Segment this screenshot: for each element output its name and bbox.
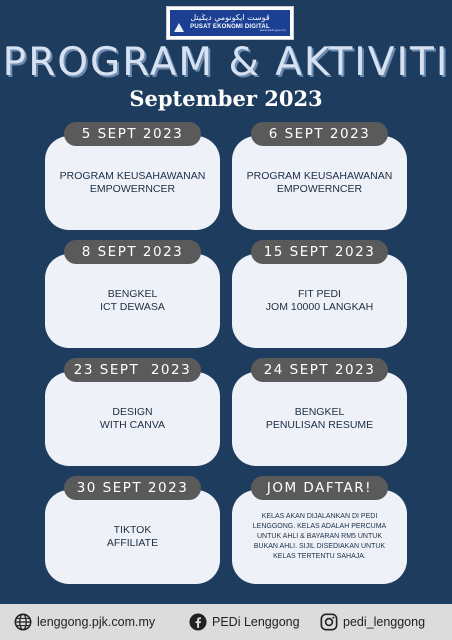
facebook-link[interactable]: PEDi Lenggong xyxy=(212,615,300,629)
event-date-badge: 24 SEPT 2023 xyxy=(251,358,388,382)
event-line: BENGKEL xyxy=(107,288,158,300)
register-badge: JOM DAFTAR! xyxy=(251,476,388,500)
event-card xyxy=(45,490,220,584)
pedi-logo xyxy=(166,6,294,40)
logo-arabic-text: ڤوست ايکونومي ديݢيتل xyxy=(190,13,270,22)
register-line: BUKAN AHLI. SIJIL DISEDIAKAN UNTUK xyxy=(253,543,386,550)
event-line: WITH CANVA xyxy=(99,419,166,431)
register-info-card xyxy=(232,490,407,584)
event-line: PENULISAN RESUME xyxy=(265,419,374,431)
event-line: DESIGN xyxy=(112,406,153,418)
footer-bar xyxy=(0,604,452,640)
event-description xyxy=(55,406,210,432)
event-description xyxy=(242,170,397,196)
logo-name: PUSAT EKONOMI DIGITAL xyxy=(190,24,270,30)
event-description xyxy=(55,288,210,314)
website-link[interactable]: lenggong.pjk.com.my xyxy=(37,615,156,629)
event-line: EMPOWERNCER xyxy=(276,183,363,195)
logo-mark-icon xyxy=(174,23,184,32)
event-line: JOM 10000 LANGKAH xyxy=(265,301,374,313)
instagram-link[interactable]: pedi_lenggong xyxy=(343,615,426,629)
event-card xyxy=(232,254,407,348)
event-line: ICT DEWASA xyxy=(100,301,165,313)
event-date-badge: 5 SEPT 2023 xyxy=(64,122,201,146)
event-line: TIKTOK xyxy=(113,524,152,536)
register-line: KELAS AKAN DIJALANKAN DI PEDI xyxy=(261,513,378,520)
register-line: UNTUK AHLI & BAYARAN RM5 UNTUK xyxy=(257,533,382,540)
event-description xyxy=(242,406,397,432)
event-date-badge: 8 SEPT 2023 xyxy=(64,240,201,264)
page-subtitle: September 2023 xyxy=(129,86,323,111)
event-date-badge: 6 SEPT 2023 xyxy=(251,122,388,146)
event-card xyxy=(232,372,407,466)
event-line: PROGRAM KEUSAHAWANAN xyxy=(59,170,206,182)
facebook-icon xyxy=(189,613,207,631)
register-description xyxy=(242,512,397,562)
register-line: LENGGONG. KELAS ADALAH PERCUMA xyxy=(252,523,387,530)
register-line: KELAS TERTENTU SAHAJA. xyxy=(273,553,366,560)
event-line: AFFILIATE xyxy=(106,537,159,549)
event-date-badge: 15 SEPT 2023 xyxy=(251,240,388,264)
event-line: BENGKEL xyxy=(294,406,345,418)
event-card xyxy=(45,254,220,348)
logo-banner xyxy=(170,10,290,36)
event-description xyxy=(55,524,210,550)
event-date-badge: 30 SEPT 2023 xyxy=(64,476,201,500)
logo-fine-print: www.pedi.gov.my xyxy=(259,28,286,32)
event-line: EMPOWERNCER xyxy=(89,183,176,195)
event-line: PROGRAM KEUSAHAWANAN xyxy=(246,170,393,182)
event-line: FIT PEDI xyxy=(298,288,341,300)
globe-icon xyxy=(14,613,32,631)
event-card xyxy=(45,136,220,230)
event-description xyxy=(55,170,210,196)
event-description xyxy=(242,288,397,314)
event-card xyxy=(232,136,407,230)
event-date-badge: 23 SEPT 2023 xyxy=(64,358,201,382)
instagram-icon xyxy=(320,613,338,631)
event-card xyxy=(45,372,220,466)
page-title: PROGRAM & AKTIVITI xyxy=(2,40,450,85)
